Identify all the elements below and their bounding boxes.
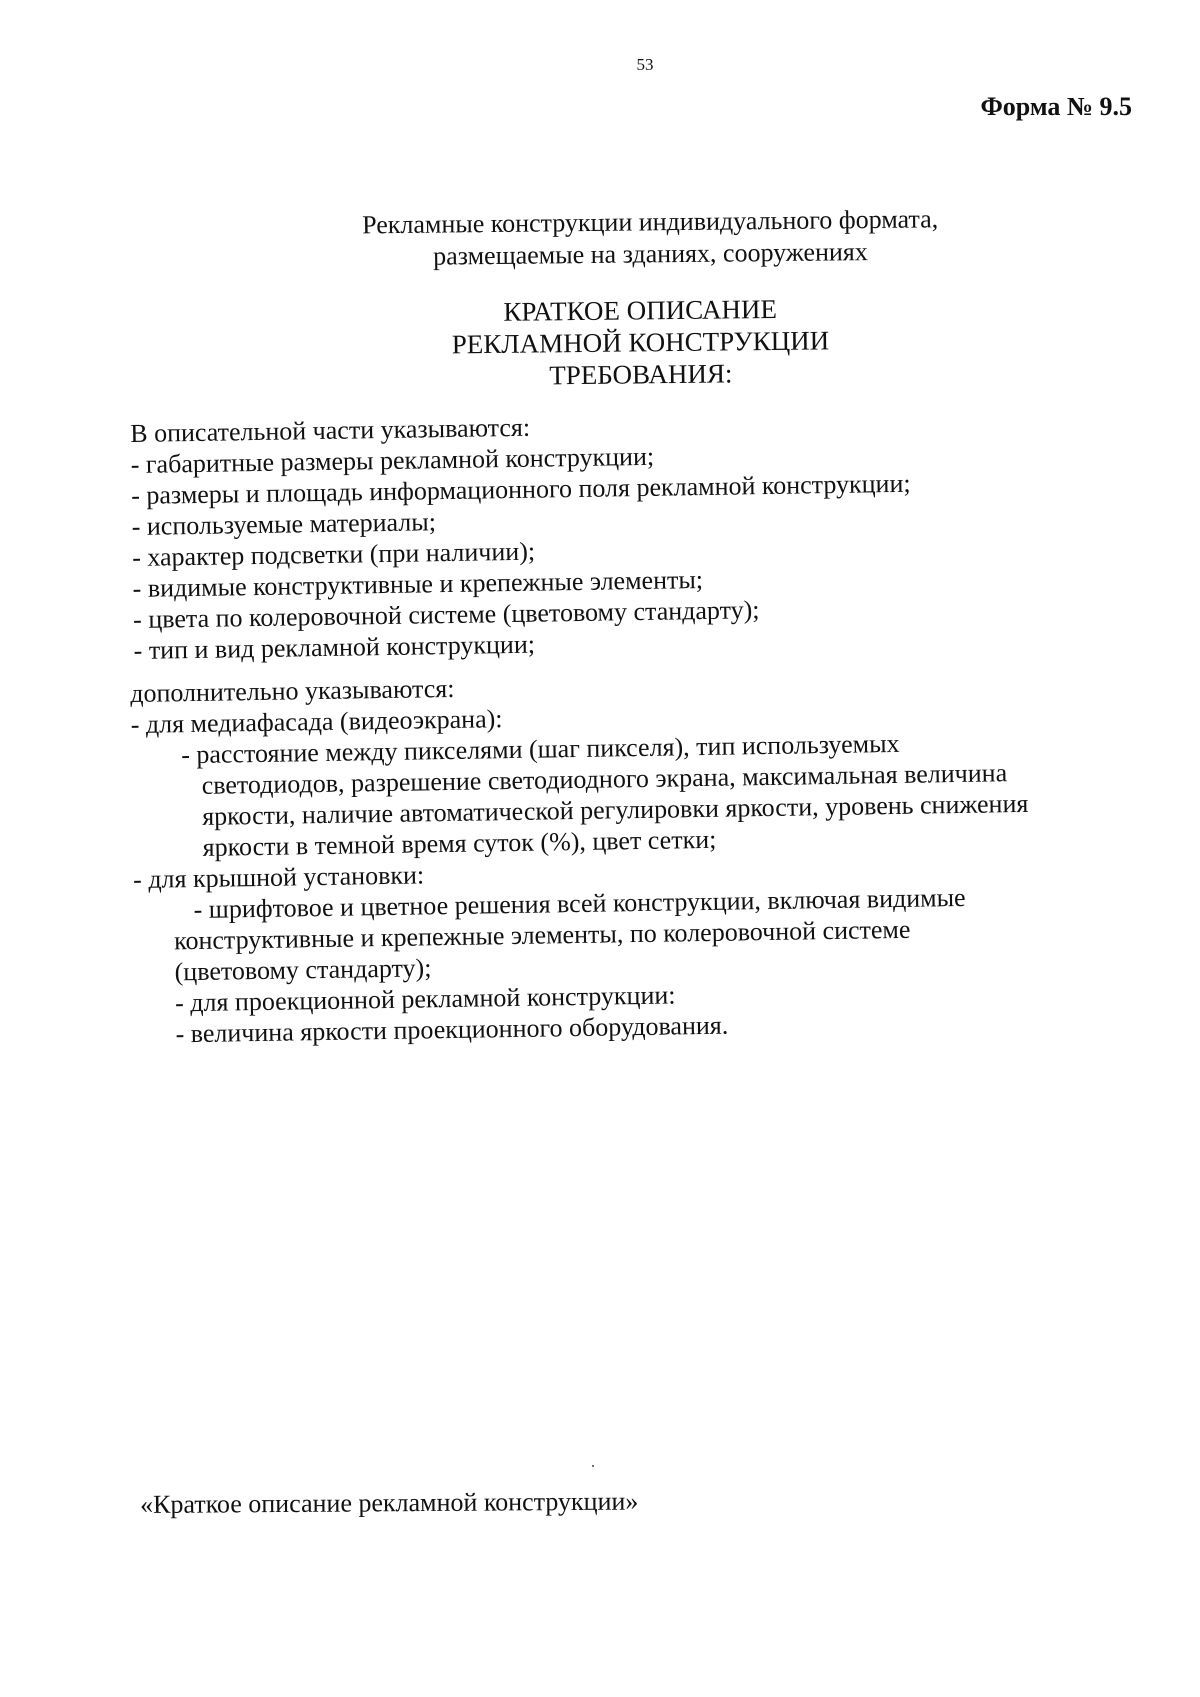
description-section — [130, 406, 913, 666]
mediafacade-line: яркости в темной время суток (%), цвет сетки; — [202, 824, 717, 862]
additional-intro: дополнительно указываются: — [130, 673, 455, 708]
page-number: 53 — [636, 55, 654, 74]
roof-line: (цветовому стандарту); — [174, 953, 432, 987]
list-item: - используемые материалы; — [131, 507, 437, 541]
mediafacade-line: яркости, наличие автоматической регулировки яркости, уровень снижения — [201, 788, 1029, 831]
roof-label: - для крышной установки: — [132, 860, 425, 894]
list-item: - размеры и площадь информационного поля рекламной конструкции; — [130, 468, 911, 510]
document-subtitle — [300, 203, 1001, 274]
subtitle-line: Рекламные конструкции индивидуального формата, — [361, 204, 939, 240]
roof-line: - шрифтовое и цветное решения всей конструкции, включая видимые — [193, 882, 966, 925]
footer-title: «Краткое описание рекламной конструкции» — [140, 1486, 639, 1519]
mediafacade-label: - для медиафасада (видеоэкрана): — [130, 704, 503, 739]
roof-line: конструктивные и крепежные элементы, по колеровочной системе — [173, 914, 911, 956]
list-item: - цвета по колеровочной системе (цветовому стандарту); — [132, 595, 760, 634]
form-number: Форма № 9.5 — [980, 92, 1132, 121]
description-intro: В описательной части указываются: — [130, 412, 531, 448]
roof-line: - величина яркости проекционного оборудования. — [175, 1010, 729, 1049]
document-heading — [390, 292, 891, 393]
additional-section — [130, 664, 1032, 1050]
mediafacade-line: - расстояние между пикселями (шаг пикселя), тип используемых — [180, 728, 900, 770]
mediafacade-line: светодиодов, разрешение светодиодного экрана, максимальная величина — [201, 758, 1008, 800]
list-item: - видимые конструктивные и крепежные элементы; — [132, 565, 704, 603]
list-item: - тип и вид рекламной конструкции; — [133, 629, 536, 665]
list-item: - характер подсветки (при наличии); — [131, 536, 536, 572]
scan-speck — [592, 1465, 594, 1467]
roof-line: - для проекционной рекламной конструкции: — [174, 980, 676, 1018]
list-item: - габаритные размеры рекламной конструкции; — [130, 441, 655, 479]
heading-line: ТРЕБОВАНИЯ: — [549, 358, 733, 391]
heading-line: РЕКЛАМНОЙ КОНСТРУКЦИИ — [451, 325, 830, 360]
heading-line: КРАТКОЕ ОПИСАНИЕ — [503, 293, 778, 327]
subtitle-line: размещаемые на зданиях, сооружениях — [433, 237, 868, 271]
